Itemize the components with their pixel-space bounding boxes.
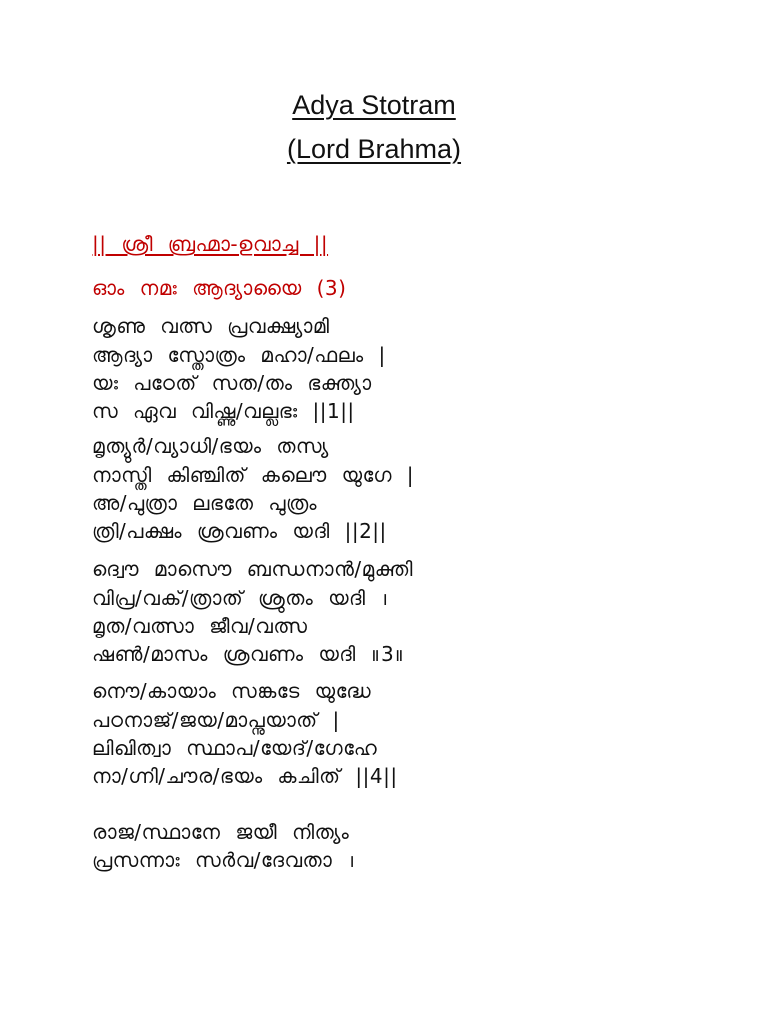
verse-2-line-2: നാസ്തി കിഞ്ചിത് കലൌ യുഗേ | [92, 463, 415, 487]
verse-2-line-4: ത്രി/പക്ഷം ശ്രവണം യദി ||2|| [92, 519, 387, 543]
verse-2-line-3: അ/പുത്രാ ലഭതേ പുത്രം [92, 491, 318, 515]
invocation-line: ഓം നമഃ ആദ്യായൈ (3) [92, 276, 347, 300]
verse-4-line-2: പഠനാജ്/ജയ/മാപ്നുയാത് | [92, 708, 340, 732]
verse-5-line-1: രാജ/സ്ഥാനേ ജയീ നിത്യം [92, 820, 350, 844]
verse-1-line-4: സ ഏവ വിഷ്ണു/വല്ലഭഃ ||1|| [92, 399, 355, 423]
verse-3-line-3: മൃത/വത്സാ ജീവ/വത്സ [92, 614, 308, 638]
verse-1-line-3: യഃ പഠേത് സത/തം ഭക്ത്യാ [92, 371, 372, 395]
verse-2-line-1: മൃത്യുർ/വ്യാധി/ഭയം തസ്യ [92, 434, 329, 458]
verse-4-line-3: ലിഖിത്വാ സ്ഥാപ/യേദ്/ഗേഹേ [92, 736, 378, 760]
verse-3-line-4: ഷൺ/മാസം ശ്രവണം യദി ॥3॥ [92, 642, 405, 666]
verse-4-line-1: നൌ/കായാം സങ്കടേ യുദ്ധേ [92, 679, 372, 703]
verse-1-line-1: ശൃണു വത്സ പ്രവക്ഷ്യാമി [92, 314, 330, 338]
verse-4-line-4: നാ/ഗ്നി/ചൗര/ഭയം കചിത് ||4|| [92, 764, 398, 788]
verse-3-line-1: ദ്വൌ മാസൌ ബന്ധനാൻ/മുക്തി [92, 557, 414, 581]
verse-5-line-2: പ്രസന്നാഃ സർവ/ദേവതാ । [92, 848, 358, 872]
verse-1-line-2: ആദ്യാ സ്തോത്രം മഹാ/ഫലം | [92, 343, 386, 367]
verse-3-line-2: വിപ്ര/വക്/ത്രാത് ശ്രുതം യദി । [92, 586, 391, 610]
document-title: Adya Stotram [292, 90, 456, 120]
document-subtitle: (Lord Brahma) [286, 134, 462, 164]
section-heading: || ശ്രീ ബ്രഹ്മാ-ഉവാച്ച || [92, 232, 329, 256]
